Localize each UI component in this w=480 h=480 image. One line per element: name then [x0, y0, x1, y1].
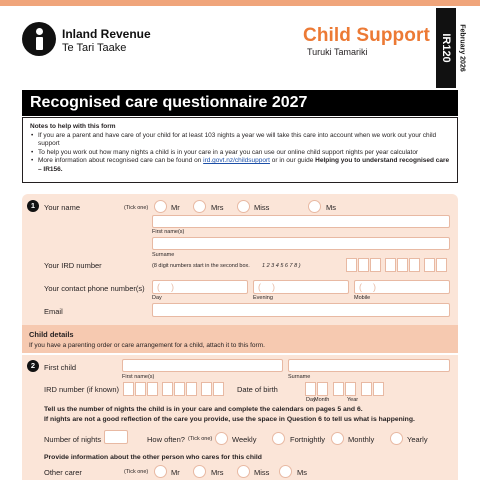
title-mrs-label: Mrs — [211, 203, 224, 212]
surname-field[interactable] — [152, 237, 450, 250]
childsupport-link[interactable]: ird.govt.nz/childsupport — [203, 157, 270, 165]
ird-number-example: 1 2 3 4 5 6 7 8 ) — [262, 263, 301, 269]
child-ird-digit-box[interactable] — [201, 382, 212, 396]
dob-year-box[interactable] — [361, 382, 372, 396]
your-name-label: Your name — [44, 203, 80, 212]
frequency-fortnightly-radio[interactable] — [272, 432, 285, 445]
child-ird-digit-box[interactable] — [186, 382, 197, 396]
note-info-middle: or in our guide — [269, 157, 316, 165]
ird-digit-box[interactable] — [424, 258, 435, 272]
carer-title-mr-radio[interactable] — [154, 465, 167, 478]
phone-day-field[interactable] — [152, 280, 248, 294]
nights-label: Number of nights — [44, 435, 102, 444]
dob-day-box[interactable] — [317, 382, 328, 396]
note-item: • To help you work out how many nights a child is in your care in a year you can use our online child support nights per year calculator — [30, 149, 450, 157]
frequency-monthly-radio[interactable] — [331, 432, 344, 445]
child-ird-digit-box[interactable] — [174, 382, 185, 396]
child-ird-digit-box[interactable] — [213, 382, 224, 396]
frequency-yearly-radio[interactable] — [390, 432, 403, 445]
nights-instruction-2: If nights are not a good reflection of the care you provide, use the space in Question 6 to tell us what is happening. — [44, 416, 415, 423]
ird-number-label: Your IRD number — [44, 261, 102, 270]
child-details-text: If you have a parenting order or care arrangement for a child, attach it to this form. — [29, 342, 265, 349]
other-carer-tick-hint: (Tick one) — [124, 469, 149, 475]
question-1-number: 1 — [27, 200, 39, 212]
email-label: Email — [44, 307, 63, 316]
other-carer-instruction: Provide information about the other person who cares for this child — [44, 454, 262, 461]
frequency-fortnightly-label: Fortnightly — [290, 435, 326, 444]
notes-list — [30, 132, 450, 174]
dob-month-box[interactable] — [345, 382, 356, 396]
org-name-maori: Te Tari Taake — [62, 42, 127, 54]
frequency-weekly-label: Weekly — [232, 435, 257, 444]
child-surname-caption: Surname — [288, 374, 311, 380]
ird-digit-box[interactable] — [436, 258, 447, 272]
phone-evening-field[interactable] — [253, 280, 349, 294]
title-miss-radio[interactable] — [237, 200, 250, 213]
form-subtitle: Turuki Tamariki — [307, 47, 368, 57]
ird-digit-box[interactable] — [385, 258, 396, 272]
phone-label: Your contact phone number(s) — [44, 284, 145, 293]
dob-day-caption: Day — [306, 397, 316, 403]
title-mrs-radio[interactable] — [193, 200, 206, 213]
other-carer-label: Other carer — [44, 468, 82, 477]
note-item — [30, 157, 450, 174]
first-child-label: First child — [44, 363, 77, 372]
child-surname-field[interactable] — [288, 359, 450, 372]
ird-logo-icon — [22, 22, 56, 56]
surname-caption: Surname — [152, 252, 175, 258]
question-2-number: 2 — [27, 360, 39, 372]
nights-field[interactable] — [104, 430, 128, 444]
tick-one-hint: (Tick one) — [124, 205, 149, 211]
ird-digit-box[interactable] — [409, 258, 420, 272]
title-ms-radio[interactable] — [308, 200, 321, 213]
how-often-tick-hint: (Tick one) — [188, 436, 213, 442]
ird-digit-box[interactable] — [370, 258, 381, 272]
notes-heading: Notes to help with this form — [30, 123, 116, 130]
note-info-prefix: More information about recognised care can be found on — [38, 157, 204, 165]
frequency-monthly-label: Monthly — [348, 435, 375, 444]
note-item: • If you are a parent and have care of your child for at least 103 nights a year we will take this care into account when we work out your child support — [30, 132, 450, 149]
child-ird-digit-box[interactable] — [162, 382, 173, 396]
child-ird-digit-box[interactable] — [147, 382, 158, 396]
phone-evening-caption: Evening — [253, 295, 273, 301]
first-names-field[interactable] — [152, 215, 450, 228]
phone-mobile-caption: Mobile — [354, 295, 371, 301]
title-ms-label: Ms — [326, 203, 336, 212]
banner-title: Recognised care questionnaire 2027 — [30, 94, 308, 111]
ird-digit-box[interactable] — [358, 258, 369, 272]
form-date: February 2026 — [458, 24, 466, 72]
child-ird-label: IRD number (if known) — [44, 385, 120, 394]
phone-mobile-field[interactable] — [354, 280, 450, 294]
title-mr-radio[interactable] — [154, 200, 167, 213]
org-name: Inland Revenue — [62, 27, 151, 41]
frequency-weekly-radio[interactable] — [215, 432, 228, 445]
ird-digit-box[interactable] — [346, 258, 357, 272]
email-field[interactable] — [152, 303, 450, 317]
carer-title-miss-radio[interactable] — [237, 465, 250, 478]
child-ird-digit-box[interactable] — [123, 382, 134, 396]
dob-year-caption: Year — [347, 397, 359, 403]
nights-instruction-1: Tell us the number of nights the child is in your care and complete the calendars on pages 5 and 6. — [44, 406, 363, 413]
child-first-names-field[interactable] — [122, 359, 283, 372]
dob-month-box[interactable] — [333, 382, 344, 396]
questionnaire-banner — [22, 90, 458, 116]
carer-title-mrs-label: Mrs — [211, 468, 224, 477]
child-first-names-caption: First name(s) — [122, 374, 155, 380]
child-details-heading: Child details — [29, 330, 74, 339]
ird-digit-box[interactable] — [397, 258, 408, 272]
dob-label: Date of birth — [237, 385, 278, 394]
first-names-caption: First name(s) — [152, 229, 185, 235]
carer-title-ms-label: Ms — [297, 468, 307, 477]
phone-day-caption: Day — [152, 295, 162, 301]
carer-title-mr-label: Mr — [171, 468, 180, 477]
top-accent-band — [0, 0, 480, 6]
form-code-tab — [436, 8, 456, 88]
ird-number-hint: (8 digit numbers start in the second box. — [152, 263, 250, 269]
dob-month-caption: Month — [314, 397, 330, 403]
notes-box — [22, 117, 458, 183]
frequency-yearly-label: Yearly — [407, 435, 428, 444]
carer-title-ms-radio[interactable] — [279, 465, 292, 478]
carer-title-mrs-radio[interactable] — [193, 465, 206, 478]
child-ird-digit-box[interactable] — [135, 382, 146, 396]
form-code: IR120 — [440, 33, 452, 63]
title-mr-label: Mr — [171, 203, 180, 212]
guide-title: Helping you to understand recognised care – IR156. — [38, 157, 450, 173]
section-divider — [22, 353, 458, 355]
dob-day-box[interactable] — [305, 382, 316, 396]
title-miss-label: Miss — [254, 203, 270, 212]
form-title: Child Support — [303, 25, 430, 46]
carer-title-miss-label: Miss — [254, 468, 270, 477]
dob-year-box[interactable] — [373, 382, 384, 396]
how-often-label: How often? — [147, 435, 185, 444]
